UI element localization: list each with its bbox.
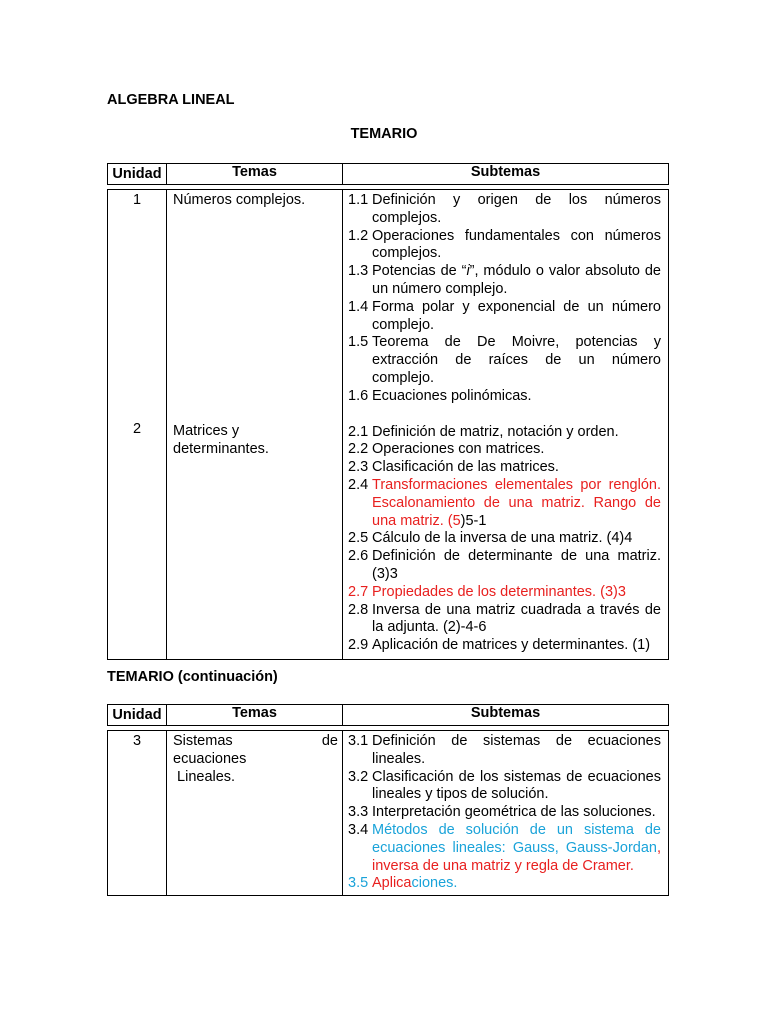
- list-item: 3.5 Aplicaciones.: [348, 875, 458, 892]
- table-header-row: [108, 164, 669, 185]
- tema-text: Lineales.: [173, 768, 236, 785]
- header-subtemas: Subtemas: [343, 164, 669, 185]
- list-item: 2.3 Clasificación de las matrices.: [348, 459, 559, 476]
- header-temas: Temas: [167, 164, 343, 185]
- header-temas: Temas: [167, 705, 343, 726]
- tema-text: Matrices y determinantes.: [173, 422, 269, 457]
- subtemas-cell: [343, 190, 669, 660]
- syllabus-table-2: [107, 704, 669, 896]
- list-item: 2.7 Propiedades de los determinantes. (3)3: [348, 583, 626, 600]
- list-item: 2.8 Inversa de una matriz cuadrada a través de la adjunta. (2)-4-6: [348, 601, 661, 636]
- list-item: 2.9 Aplicación de matrices y determinantes. (1): [348, 637, 651, 654]
- unit-number-cell: [108, 190, 167, 660]
- temario-continuation-title: TEMARIO (continuación): [107, 669, 278, 685]
- list-item: 2.5 Cálculo de la inversa de una matriz. (4)4: [348, 530, 633, 547]
- list-item: 2.1 Definición de matriz, notación y orden.: [348, 423, 619, 440]
- tema-text: Sistemas de: [173, 733, 338, 749]
- tema-text: ecuaciones: [173, 750, 247, 767]
- syllabus-table-1: [107, 163, 669, 660]
- document-title: ALGEBRA LINEAL: [107, 92, 235, 108]
- list-item: 2.6 Definición de determinante de una matriz. (3)3: [348, 548, 661, 582]
- header-subtemas: Subtemas: [343, 705, 669, 726]
- unit-number: 3: [132, 733, 142, 749]
- list-item: 1.1 Definición y origen de los números complejos.: [348, 192, 661, 226]
- list-item: 1.2 Operaciones fundamentales con números complejos.: [348, 227, 661, 262]
- temario-title: TEMARIO: [350, 126, 418, 142]
- unit-number: 1: [132, 192, 142, 208]
- tema-text: Números complejos.: [173, 192, 306, 208]
- list-item: 3.3 Interpretación geométrica de las soluciones.: [348, 804, 656, 821]
- table-header-row: [108, 705, 669, 726]
- header-unidad: Unidad: [108, 164, 167, 185]
- list-item: 1.4 Forma polar y exponencial de un número complejo.: [348, 298, 661, 333]
- unit-number: 2: [132, 421, 142, 437]
- list-item: 2.2 Operaciones con matrices.: [348, 441, 545, 458]
- list-item: 3.2 Clasificación de los sistemas de ecuaciones lineales y tipos de solución.: [348, 768, 661, 803]
- header-unidad: Unidad: [108, 705, 167, 726]
- table-row: [108, 190, 669, 660]
- tema-cell: [167, 190, 343, 660]
- list-item: 1.3 Potencias de “i”, módulo o valor absoluto de un número complejo.: [348, 263, 662, 297]
- table-row: [108, 731, 669, 896]
- list-item: 1.5 Teorema de De Moivre, potencias y extracción de raíces de un número complejo.: [348, 334, 661, 386]
- tema-cell: [167, 731, 343, 896]
- list-item: 1.6 Ecuaciones polinómicas.: [348, 387, 532, 404]
- list-item: 3.4 Métodos de solución de un sistema de ecuaciones lineales: Gauss, Gauss-Jordan, inversa de una matriz y regla de Cramer.: [348, 821, 661, 874]
- list-item: 2.4 Transformaciones elementales por renglón. Escalonamiento de una matriz. Rango de una matriz. (5)5-1: [348, 476, 661, 529]
- subtemas-cell: [343, 731, 669, 896]
- unit-number-cell: [108, 731, 167, 896]
- list-item: 3.1 Definición de sistemas de ecuaciones lineales.: [348, 733, 661, 767]
